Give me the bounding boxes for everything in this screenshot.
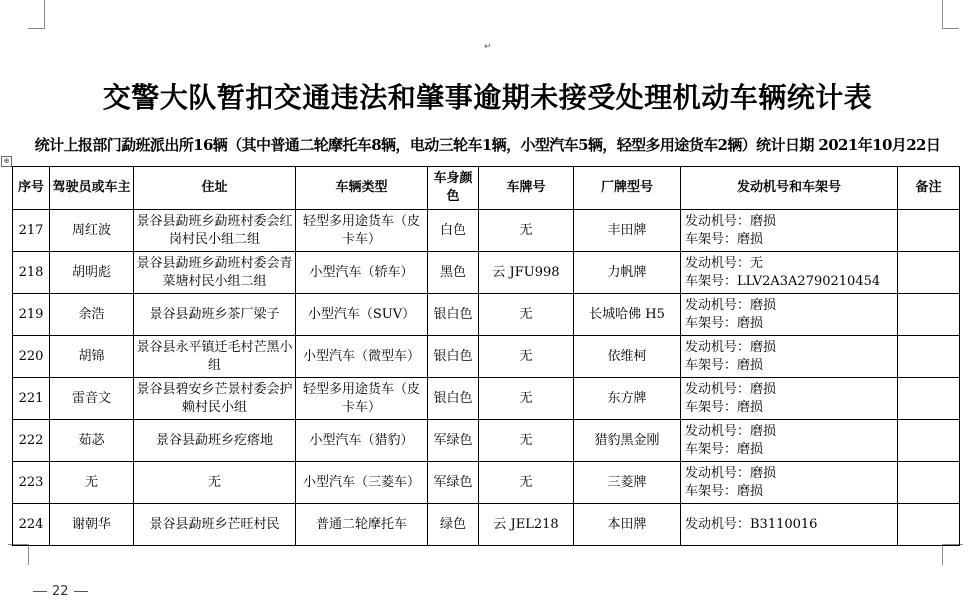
- owner-name-cell: [50, 252, 134, 294]
- table-row: [13, 462, 960, 504]
- frame-number: 车架号：磨损: [685, 399, 764, 415]
- engine-number: 发动机号：磨损: [685, 381, 777, 397]
- engine-frame-cell: [681, 210, 898, 252]
- engine-number: 发动机号：磨损: [685, 423, 777, 439]
- address-cell: [134, 462, 296, 504]
- brand-model: 东方牌: [607, 390, 647, 406]
- address-cell: [134, 420, 296, 462]
- owner-name: 雷音文: [71, 390, 111, 406]
- owner-name-cell: [50, 504, 134, 546]
- engine-number: 发动机号：磨损: [685, 297, 777, 313]
- body-color-cell: [428, 420, 479, 462]
- body-color: 银白色: [433, 390, 473, 406]
- row-number: 221: [18, 390, 44, 406]
- engine-number: 发动机号：磨损: [685, 213, 777, 229]
- engine-number: 发动机号：磨损: [685, 465, 777, 481]
- engine-frame-cell: [681, 294, 898, 336]
- header-type: 车辆类型: [296, 167, 428, 210]
- note-cell: [898, 504, 960, 546]
- plate-number: 无: [519, 390, 533, 406]
- row-number-cell: [13, 420, 50, 462]
- table-row: [13, 378, 960, 420]
- owner-name-cell: [50, 462, 134, 504]
- crop-mark-top-left: [28, 0, 45, 29]
- plate-number: 云 JFU998: [492, 264, 560, 280]
- plate-number-cell: [479, 294, 574, 336]
- address-cell: [134, 210, 296, 252]
- brand-model-cell: [574, 336, 681, 378]
- note-cell: [898, 336, 960, 378]
- address: 景谷县碧安乡芒景村委会护赖村民小组: [136, 381, 293, 415]
- vehicle-type-cell: [296, 462, 428, 504]
- owner-name: 茹苾: [78, 432, 105, 448]
- address: 景谷县勐班乡疙瘩地: [155, 432, 273, 448]
- vehicle-type-cell: [296, 252, 428, 294]
- vehicle-type: 小型汽车（三菱车）: [302, 474, 420, 490]
- crop-mark-top-right: [942, 0, 959, 29]
- vehicle-type-cell: [296, 378, 428, 420]
- body-color-cell: [428, 504, 479, 546]
- plate-number: 无: [519, 432, 533, 448]
- header-owner: 驾驶员或车主: [50, 167, 134, 210]
- frame-number: 车架号：LLV2A3A2790210454: [685, 273, 881, 289]
- vehicle-type: 小型汽车（微型车）: [302, 348, 420, 364]
- row-number: 220: [18, 348, 44, 364]
- brand-model-cell: [574, 210, 681, 252]
- plate-number-cell: [479, 504, 574, 546]
- body-color-cell: [428, 294, 479, 336]
- plate-number: 无: [519, 348, 533, 364]
- brand-model: 长城哈佛 H5: [589, 306, 665, 322]
- plate-number: 无: [519, 306, 533, 322]
- plate-number: 云 JEL218: [493, 516, 559, 532]
- note-cell: [898, 378, 960, 420]
- row-number-cell: [13, 378, 50, 420]
- owner-name: 周红波: [71, 222, 111, 238]
- page-number: [28, 584, 93, 599]
- address-cell: [134, 504, 296, 546]
- address: 景谷县勐班乡芒旺村民: [149, 516, 280, 532]
- page-subtitle: 统计上报部门勐班派出所16辆（其中普通二轮摩托车8辆，电动三轮车1辆，小型汽车5辆，轻型多用途货车2辆）统计日期 2021年10月22日: [34, 136, 941, 154]
- body-color: 银白色: [433, 348, 473, 364]
- body-color-cell: [428, 336, 479, 378]
- brand-model-cell: [574, 252, 681, 294]
- plate-number-cell: [479, 420, 574, 462]
- body-color-cell: [428, 462, 479, 504]
- crop-mark-bottom-left: [8, 544, 29, 565]
- plate-number: 无: [519, 222, 533, 238]
- frame-number: 车架号：磨损: [685, 441, 764, 457]
- header-note: 备注: [898, 167, 960, 210]
- body-color: 军绿色: [433, 474, 473, 490]
- vehicle-type: 小型汽车（猎豹）: [309, 432, 414, 448]
- owner-name: 谢朝华: [71, 516, 111, 532]
- address: 景谷县永平镇迁毛村芒黑小组: [136, 339, 293, 373]
- address-cell: [134, 252, 296, 294]
- engine-frame-cell: [681, 378, 898, 420]
- plate-number-cell: [479, 378, 574, 420]
- owner-name: 无: [84, 474, 98, 490]
- row-number-cell: [13, 210, 50, 252]
- table-row: [13, 294, 960, 336]
- engine-frame-cell: [681, 504, 898, 546]
- brand-model-cell: [574, 420, 681, 462]
- table-row: [13, 336, 960, 378]
- address: 景谷县勐班乡勐班村委会青菜塘村民小组二组: [136, 255, 293, 289]
- table-row: [13, 210, 960, 252]
- vehicle-type-cell: [296, 294, 428, 336]
- body-color-cell: [428, 378, 479, 420]
- plate-number-cell: [479, 336, 574, 378]
- brand-model-cell: [574, 504, 681, 546]
- owner-name: 余浩: [78, 306, 105, 322]
- table-row: [13, 420, 960, 462]
- address: 景谷县勐班乡勐班村委会红岗村民小组二组: [136, 213, 293, 247]
- vehicle-type: 普通二轮摩托车: [315, 516, 407, 532]
- body-color: 军绿色: [433, 432, 473, 448]
- brand-model: 依维柯: [607, 348, 647, 364]
- engine-frame-cell: [681, 252, 898, 294]
- page-number-value: 22: [52, 584, 69, 599]
- brand-model-cell: [574, 462, 681, 504]
- brand-model: 丰田牌: [607, 222, 647, 238]
- header-no: 序号: [13, 167, 50, 210]
- owner-name-cell: [50, 336, 134, 378]
- header-color: 车身颜色: [428, 167, 479, 210]
- header-engine-frame: 发动机号和车架号: [681, 167, 898, 210]
- vehicle-type: 小型汽车（SUV）: [307, 306, 416, 322]
- plate-number: 无: [519, 474, 533, 490]
- crop-mark-bottom-right: [942, 544, 963, 565]
- header-plate: 车牌号: [479, 167, 574, 210]
- note-cell: [898, 252, 960, 294]
- row-number-cell: [13, 294, 50, 336]
- engine-frame-cell: [681, 336, 898, 378]
- row-number: 218: [18, 264, 44, 280]
- body-color: 绿色: [439, 516, 466, 532]
- row-number: 223: [18, 474, 44, 490]
- engine-number: 发动机号：磨损: [685, 339, 777, 355]
- table-anchor-icon[interactable]: ⊕: [1, 156, 12, 167]
- owner-name-cell: [50, 210, 134, 252]
- page-title: 交警大队暂扣交通违法和肇事逾期未接受处理机动车辆统计表: [102, 81, 873, 114]
- vehicle-type: 轻型多用途货车（皮卡车）: [302, 213, 420, 247]
- vehicle-type: 轻型多用途货车（皮卡车）: [302, 381, 420, 415]
- engine-frame-cell: [681, 462, 898, 504]
- row-number-cell: [13, 336, 50, 378]
- vehicle-type-cell: [296, 336, 428, 378]
- address: 无: [207, 474, 221, 490]
- address-cell: [134, 378, 296, 420]
- engine-number: 发动机号：B3110016: [685, 516, 818, 532]
- plate-number-cell: [479, 210, 574, 252]
- address-cell: [134, 336, 296, 378]
- page-number-dash: [33, 591, 47, 592]
- row-number: 219: [18, 306, 44, 322]
- owner-name-cell: [50, 420, 134, 462]
- row-number-cell: [13, 462, 50, 504]
- vehicle-type-cell: [296, 420, 428, 462]
- table-header-row: [13, 167, 960, 210]
- body-color: 银白色: [433, 306, 473, 322]
- header-address: 住址: [134, 167, 296, 210]
- note-cell: [898, 210, 960, 252]
- table-body: [13, 210, 960, 546]
- body-color-cell: [428, 252, 479, 294]
- row-number: 224: [18, 516, 44, 532]
- engine-frame-cell: [681, 420, 898, 462]
- header-brand: 厂牌型号: [574, 167, 681, 210]
- owner-name: 胡明彪: [71, 264, 111, 280]
- owner-name: 胡锦: [78, 348, 105, 364]
- address: 景谷县勐班乡茶厂梁子: [149, 306, 280, 322]
- body-color: 黑色: [439, 264, 466, 280]
- note-cell: [898, 462, 960, 504]
- row-number: 222: [18, 432, 44, 448]
- body-color: 白色: [439, 222, 466, 238]
- brand-model: 猎豹黑金刚: [594, 432, 660, 448]
- plate-number-cell: [479, 462, 574, 504]
- frame-number: 车架号：磨损: [685, 315, 764, 331]
- frame-number: 车架号：磨损: [685, 483, 764, 499]
- engine-number: 发动机号：无: [685, 255, 764, 271]
- row-number-cell: [13, 252, 50, 294]
- vehicle-type: 小型汽车（轿车）: [309, 264, 414, 280]
- brand-model-cell: [574, 378, 681, 420]
- body-color-cell: [428, 210, 479, 252]
- row-number-cell: [13, 504, 50, 546]
- frame-number: 车架号：磨损: [685, 231, 764, 247]
- brand-model: 力帆牌: [607, 264, 647, 280]
- address-cell: [134, 294, 296, 336]
- frame-number: 车架号：磨损: [685, 357, 764, 373]
- table-row: [13, 252, 960, 294]
- owner-name-cell: [50, 294, 134, 336]
- paragraph-mark: ↵: [484, 42, 492, 52]
- vehicle-type-cell: [296, 504, 428, 546]
- page-number-dash: [74, 591, 88, 592]
- row-number: 217: [18, 222, 44, 238]
- owner-name-cell: [50, 378, 134, 420]
- vehicle-type-cell: [296, 210, 428, 252]
- vehicle-table: [12, 166, 960, 546]
- table-row: [13, 504, 960, 546]
- brand-model: 三菱牌: [607, 474, 647, 490]
- brand-model: 本田牌: [607, 516, 647, 532]
- plate-number-cell: [479, 252, 574, 294]
- note-cell: [898, 420, 960, 462]
- note-cell: [898, 294, 960, 336]
- brand-model-cell: [574, 294, 681, 336]
